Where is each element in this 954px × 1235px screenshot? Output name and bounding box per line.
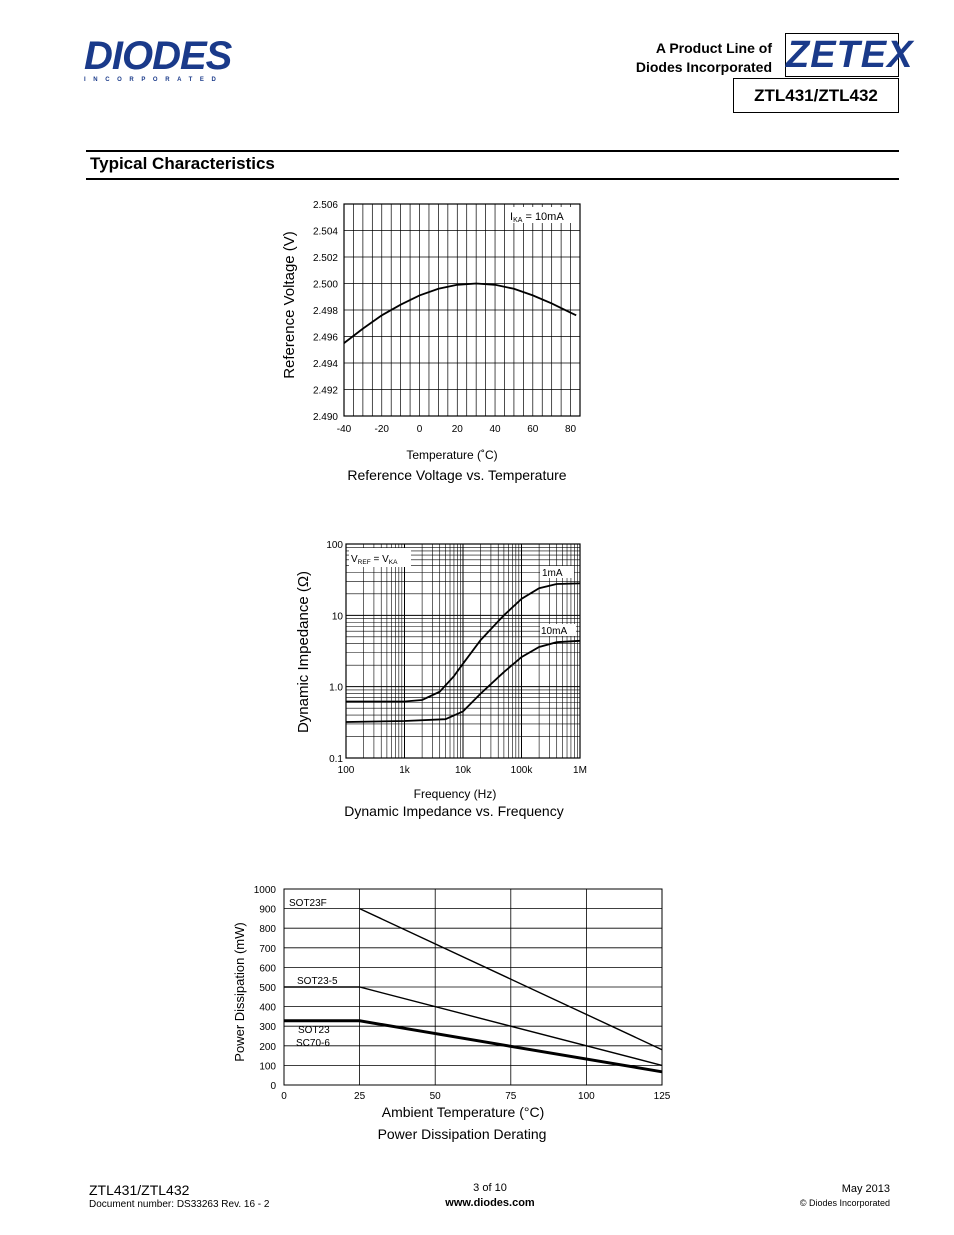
y-tick-label: 900 [259,904,276,916]
diodes-logo [84,36,254,82]
footer-date: May 2013 [841,1183,890,1195]
y-tick-label: 2.500 [312,279,338,291]
y-tick-label: 800 [259,924,276,936]
x-tick-label: 80 [564,424,577,435]
series-label-1ma: 1mA [542,568,563,579]
x-axis-label: Temperature (˚C) [406,448,498,462]
series-line-vref [344,284,576,344]
y-tick-label: 2.490 [312,412,338,423]
product-line [636,39,772,77]
x-axis-label: Ambient Temperature (°C) [381,1104,545,1120]
y-tick-label: 100 [326,540,343,551]
x-tick-label: 0 [416,424,423,435]
x-axis-label: Frequency (Hz) [413,787,497,801]
y-axis-label: Dynamic Impedance (Ω) [295,570,312,734]
y-tick-label: 500 [259,983,276,994]
y-tick-label: 2.498 [312,306,338,317]
x-tick-label: 100 [337,765,355,776]
x-tick-label: -40 [336,424,352,435]
x-tick-label: 25 [354,1091,366,1102]
y-tick-label: 1000 [253,885,276,896]
reference-voltage-chart [270,190,600,470]
series-label-sot23: SOT23 [298,1025,330,1036]
zetex-logo [785,33,914,77]
y-axis-label: Reference Voltage (V) [281,231,298,379]
y-tick-label: 2.494 [312,359,338,370]
annotation-vref-vka: $V_{REF} = V_{KA}$ [351,554,398,566]
x-tick-label: 125 [653,1091,671,1102]
y-tick-label: 10 [331,611,343,623]
y-tick-label: 700 [259,943,276,955]
product-line-1: A Product Line of [655,40,772,56]
x-tick-label: 50 [429,1091,441,1102]
y-tick-label: 100 [259,1061,276,1073]
x-tick-label: 0 [281,1091,287,1102]
y-tick-label: 2.492 [312,385,338,397]
x-tick-label: 1M [573,765,587,776]
series-label-sot23f: SOT23F [289,898,327,909]
chart-caption-2: Dynamic Impedance vs. Frequency [344,803,564,819]
footer-part: ZTL431/ZTL432 [89,1182,190,1198]
x-tick-label: 20 [451,424,463,435]
series-line-sc70-6 [284,1021,662,1072]
section-rule-bottom [86,178,899,180]
logo-text: DIODES [84,34,232,78]
y-tick-label: 400 [259,1002,276,1014]
y-axis-label: Power Dissipation (mW) [232,922,247,1062]
x-tick-label: -20 [374,424,389,435]
y-tick-label: 1.0 [329,682,343,694]
footer-page-number: 3 of 10 [473,1182,507,1194]
footer-doc-number: Document number: DS33263 Rev. 16 - 2 [89,1199,270,1210]
annotation-ika: IKA = 10mA [510,211,564,224]
zetex-logo-text: ZETEX [786,34,914,76]
footer-copyright: © Diodes Incorporated [799,1198,890,1208]
x-tick-label: 100k [510,765,533,776]
section-rule-top [86,150,899,152]
y-tick-label: 0 [270,1081,276,1092]
y-tick-label: 2.506 [312,200,338,211]
part-number-box: ZTL431/ZTL432 [733,78,899,113]
x-tick-label: 10k [454,765,472,776]
y-tick-label: 2.504 [312,226,338,238]
footer-website-link[interactable]: www.diodes.com [445,1197,535,1209]
logo-subtext: INCORPORATED [84,77,224,83]
section-title: Typical Characteristics [90,154,275,173]
product-line-2: Diodes Incorporated [635,59,772,75]
x-tick-label: 75 [505,1091,517,1102]
dynamic-impedance-chart [282,530,602,802]
y-tick-label: 2.496 [312,332,338,344]
chart-caption-1: Reference Voltage vs. Temperature [347,467,567,483]
series-label-sc70-6: SC70-6 [296,1038,330,1049]
y-tick-label: 300 [259,1022,276,1034]
series-label-sot23-5: SOT23-5 [297,976,338,987]
x-tick-label: 1k [399,765,410,776]
y-tick-label: 600 [259,963,276,975]
y-tick-label: 2.502 [312,253,338,264]
x-tick-label: 60 [527,424,539,435]
power-dissipation-chart [226,878,686,1122]
chart-caption-3: Power Dissipation Derating [377,1126,547,1142]
x-tick-label: 40 [489,424,501,435]
x-tick-label: 100 [578,1091,595,1102]
y-tick-label: 200 [259,1041,276,1053]
series-label-10ma: 10mA [541,626,568,637]
y-tick-label: 0.1 [329,754,343,765]
